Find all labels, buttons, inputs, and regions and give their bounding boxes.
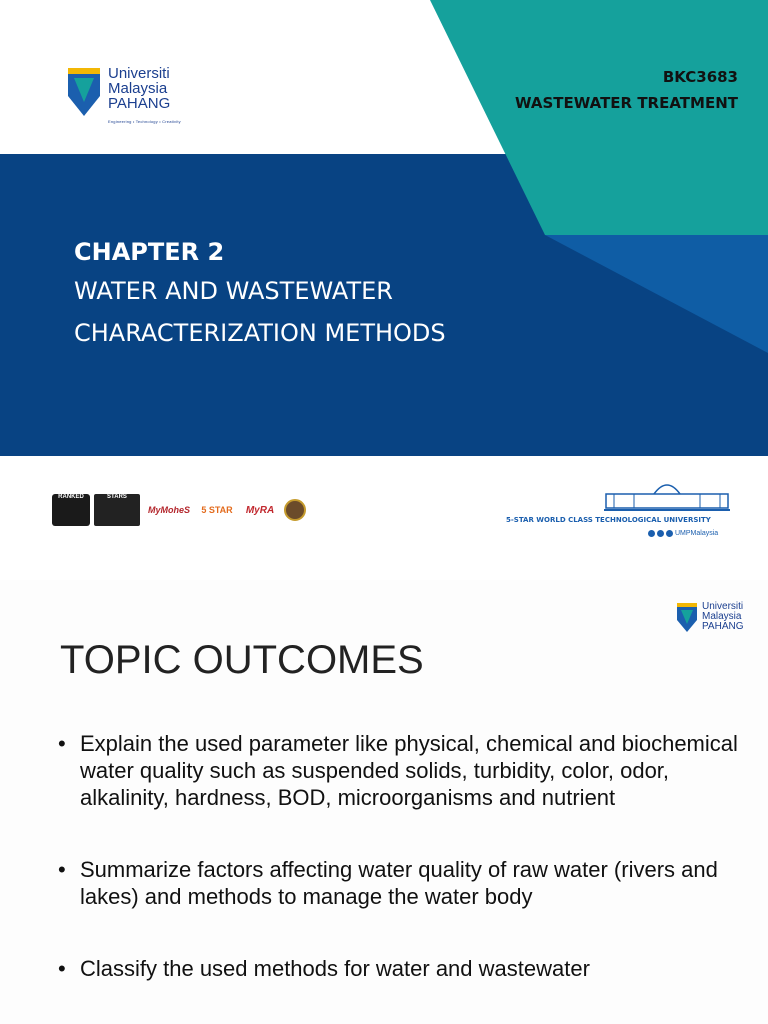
bullet-icon: • xyxy=(58,731,66,756)
myra-badge: MyRA xyxy=(245,504,275,516)
outcome-item xyxy=(58,856,738,910)
facebook-icon xyxy=(648,530,655,537)
chapter-title-line2: CHARACTERIZATION METHODS xyxy=(74,319,446,347)
five-star-badge: 5 STAR xyxy=(201,505,233,515)
outcome-item xyxy=(58,730,738,811)
twitter-icon xyxy=(657,530,664,537)
outcome-text: Classify the used methods for water and wastewater xyxy=(80,956,590,981)
small-university-line1: Universiti xyxy=(702,601,744,612)
course-info xyxy=(515,64,738,116)
building-icon xyxy=(604,476,730,512)
ranked-badge: RANKED xyxy=(52,494,90,526)
course-name: WASTEWATER TREATMENT xyxy=(515,94,738,112)
university-name-line1: Universiti xyxy=(108,65,170,82)
topic-title: TOPIC OUTCOMES xyxy=(60,638,424,682)
university-logo xyxy=(66,66,181,129)
small-university-line3: PAHANG xyxy=(702,621,744,632)
seal-icon xyxy=(284,499,306,521)
university-name-line3: PAHANG xyxy=(108,95,171,112)
small-university-line2: Malaysia xyxy=(702,611,742,622)
chapter-heading xyxy=(74,234,446,354)
bullet-icon: • xyxy=(58,956,66,981)
ranking-badges xyxy=(52,494,306,526)
university-name-line2: Malaysia xyxy=(108,80,168,97)
chapter-title-line1: WATER AND WASTEWATER xyxy=(74,277,393,305)
chapter-number: CHAPTER 2 xyxy=(74,238,225,266)
small-university-logo xyxy=(676,602,744,634)
outcome-text: Summarize factors affecting water quality of raw water (rivers and lakes) and methods to manage the water body xyxy=(80,857,718,909)
university-tagline: Engineering • Technology • Creativity xyxy=(108,119,181,124)
bullet-icon: • xyxy=(58,857,66,882)
course-code: BKC3683 xyxy=(662,68,738,86)
outcome-item xyxy=(58,955,738,982)
social-handle-text: UMPMalaysia xyxy=(675,530,719,537)
outcome-text: Explain the used parameter like physical, chemical and biochemical water quality such as suspended solids, turbidity, color, odor, alkalinity, hardness, BOD, microorganisms and nutrient xyxy=(80,731,738,810)
world-class-tagline: 5-STAR WORLD CLASS TECHNOLOGICAL UNIVERSITY xyxy=(506,516,711,524)
mymohes-badge: MyMoheS xyxy=(147,505,190,515)
stars-badge: STARS xyxy=(94,494,140,526)
outcomes-list xyxy=(58,730,738,1024)
right-brand xyxy=(506,476,736,537)
social-handle xyxy=(648,530,736,537)
instagram-icon xyxy=(666,530,673,537)
outcomes-slide xyxy=(0,580,768,1024)
shield-icon xyxy=(66,66,102,118)
shield-icon xyxy=(676,602,698,634)
